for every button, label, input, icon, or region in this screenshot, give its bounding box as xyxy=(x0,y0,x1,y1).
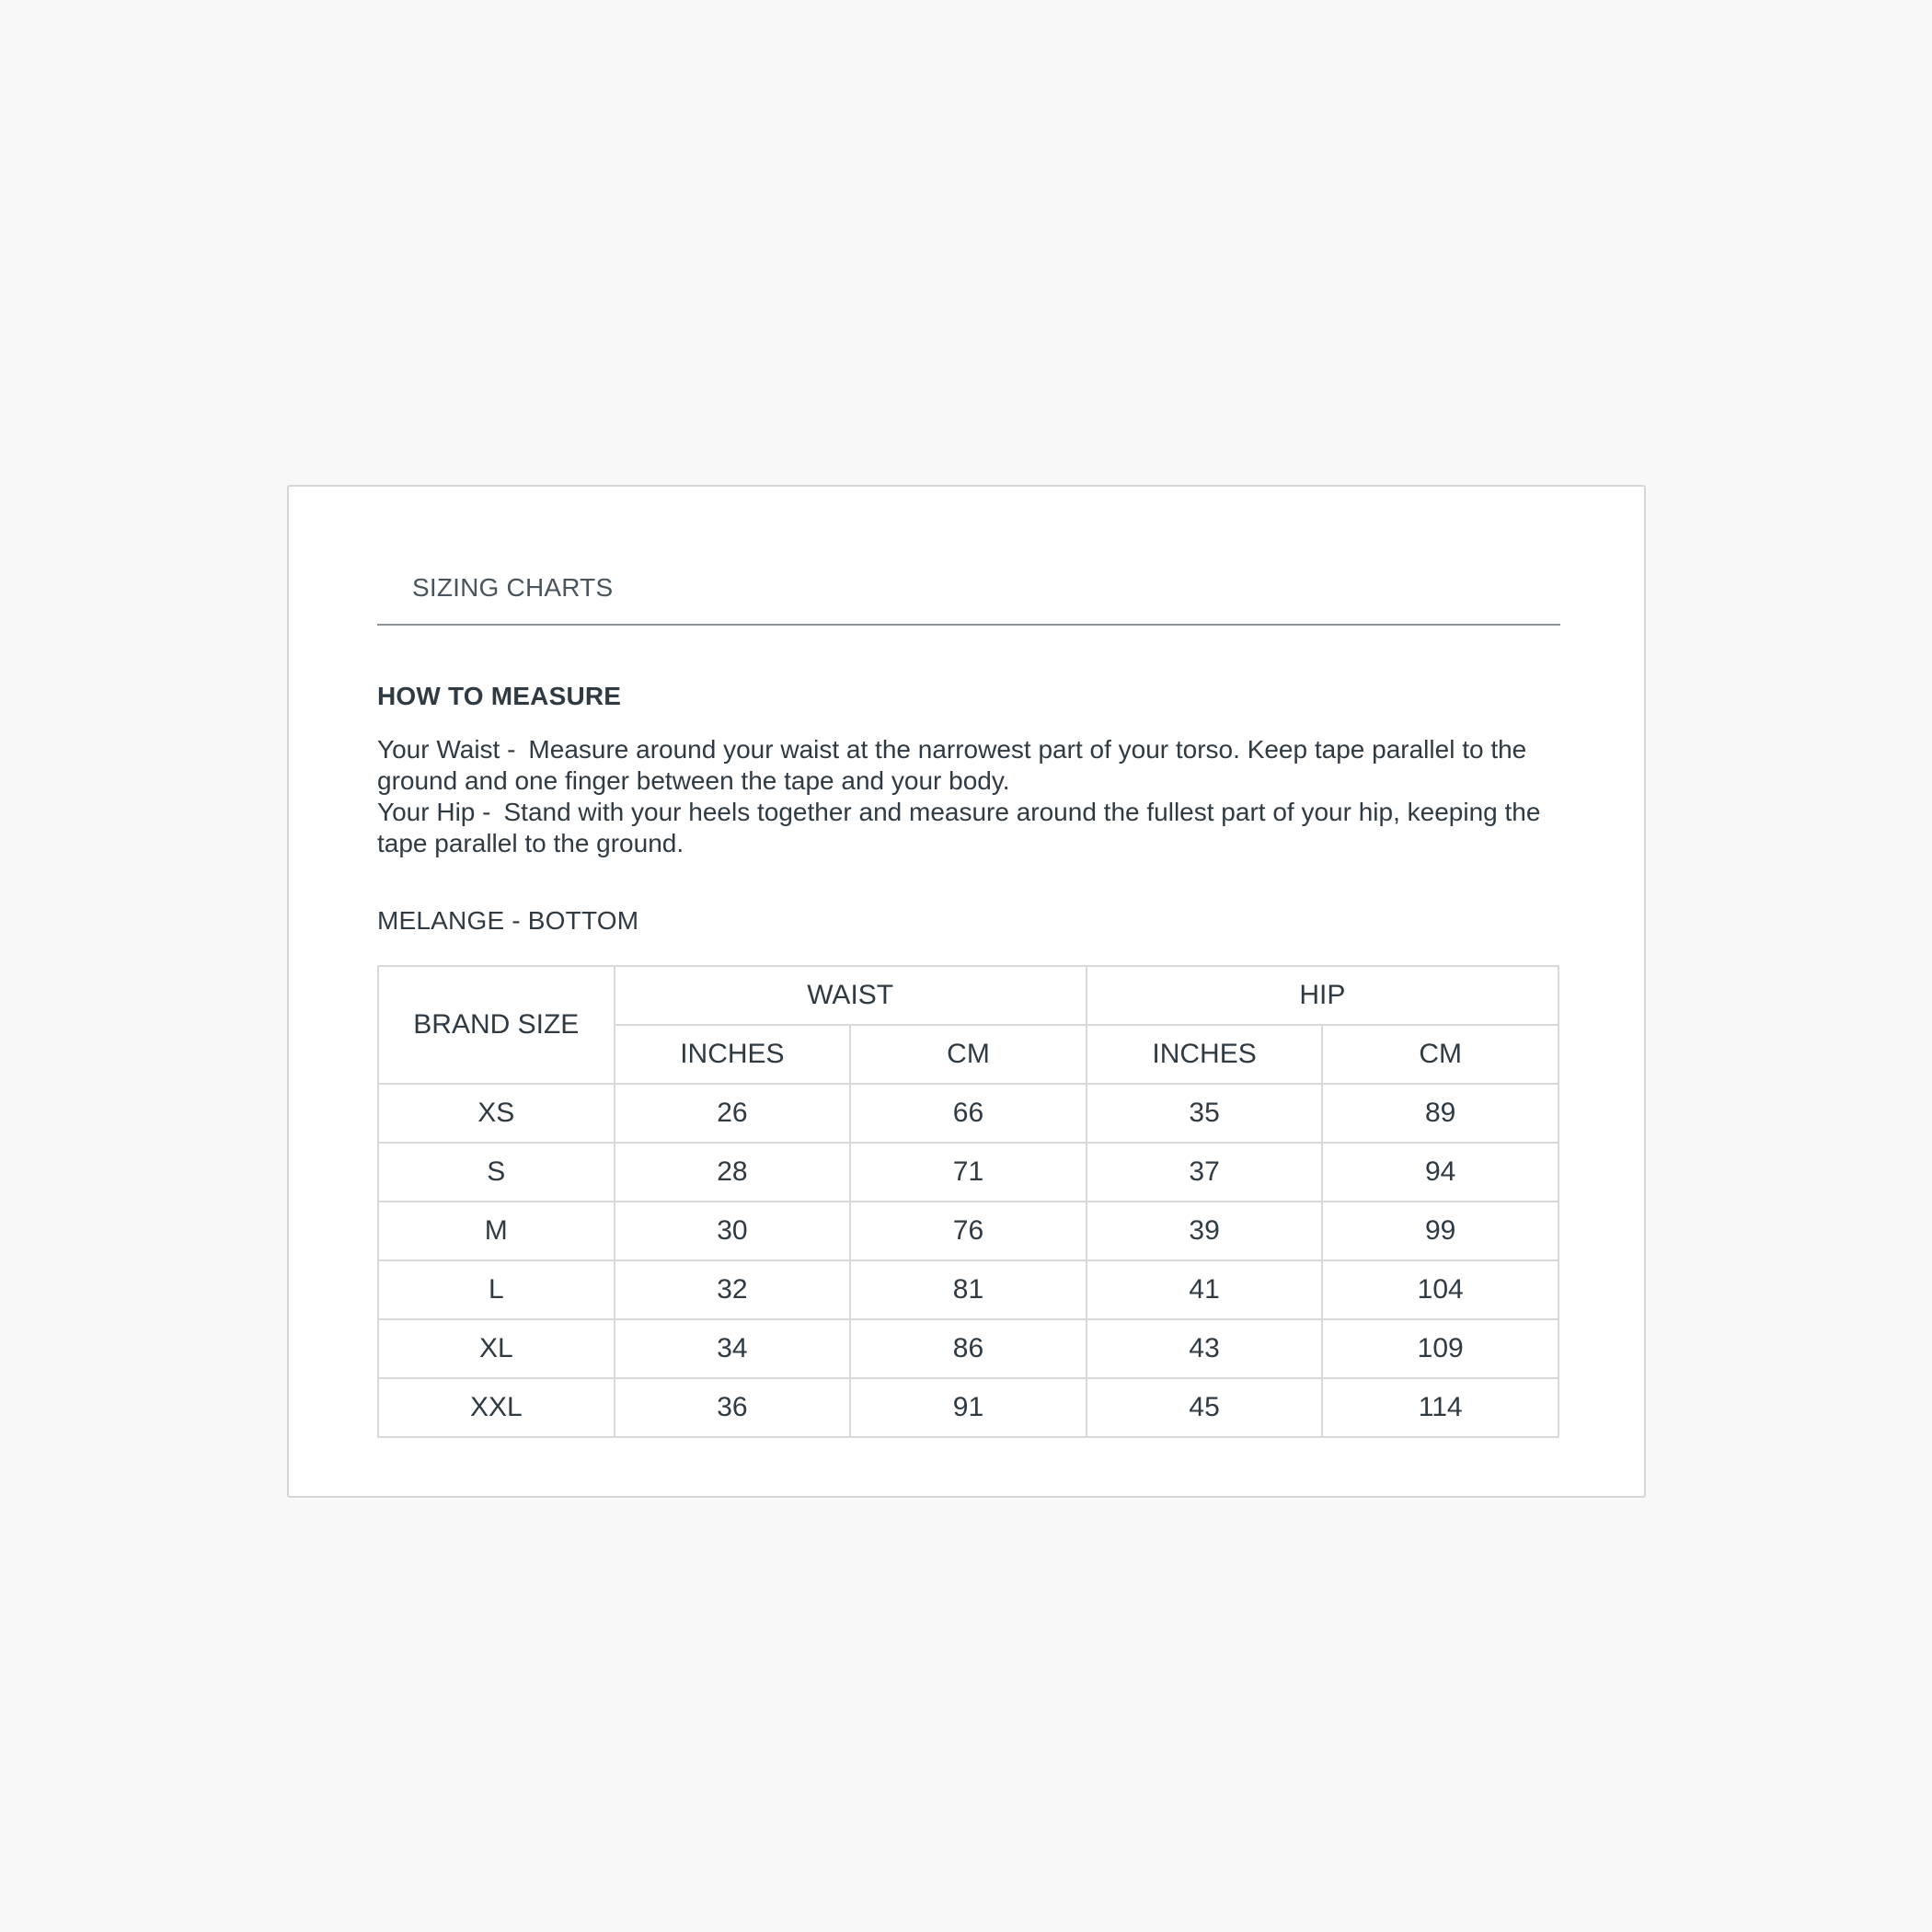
table-body xyxy=(378,1084,1558,1437)
waist-cm-cell: 91 xyxy=(850,1378,1087,1437)
hip-inches-cell: 43 xyxy=(1087,1319,1323,1378)
how-to-measure-heading: HOW TO MEASURE xyxy=(377,682,622,710)
tab-sizing-charts[interactable]: SIZING CHARTS xyxy=(412,573,614,602)
waist-inches-cell: 32 xyxy=(615,1260,851,1319)
hip-cm-cell: 114 xyxy=(1322,1378,1558,1437)
hip-header: HIP xyxy=(1087,966,1558,1025)
tab-divider xyxy=(377,624,1560,626)
waist-instruction xyxy=(377,734,1564,797)
waist-inches-cell: 30 xyxy=(615,1202,851,1260)
hip-cm-header: CM xyxy=(1322,1025,1558,1084)
waist-inches-cell: 36 xyxy=(615,1378,851,1437)
waist-cm-cell: 86 xyxy=(850,1319,1087,1378)
waist-inches-cell: 28 xyxy=(615,1143,851,1202)
brand-size-cell: XS xyxy=(378,1084,615,1143)
waist-cm-cell: 81 xyxy=(850,1260,1087,1319)
hip-inches-cell: 45 xyxy=(1087,1378,1323,1437)
waist-cm-cell: 66 xyxy=(850,1084,1087,1143)
waist-label: Your Waist - xyxy=(377,735,516,764)
size-table xyxy=(377,965,1559,1438)
hip-inches-cell: 39 xyxy=(1087,1202,1323,1260)
waist-text: Measure around your waist at the narrowest part of your torso. Keep tape parallel to the ground and one finger between the tape and your body. xyxy=(377,735,1527,795)
hip-instruction xyxy=(377,797,1564,859)
hip-cm-cell: 109 xyxy=(1322,1319,1558,1378)
hip-text: Stand with your heels together and measure around the fullest part of your hip, keeping the tape parallel to the ground. xyxy=(377,798,1541,857)
hip-label: Your Hip - xyxy=(377,798,491,826)
waist-inches-cell: 26 xyxy=(615,1084,851,1143)
waist-header: WAIST xyxy=(615,966,1087,1025)
brand-size-cell: S xyxy=(378,1143,615,1202)
table-row xyxy=(378,1143,1558,1202)
hip-inches-header: INCHES xyxy=(1087,1025,1323,1084)
waist-inches-cell: 34 xyxy=(615,1319,851,1378)
hip-inches-cell: 37 xyxy=(1087,1143,1323,1202)
table-row xyxy=(378,1202,1558,1260)
waist-cm-cell: 76 xyxy=(850,1202,1087,1260)
table-row xyxy=(378,1260,1558,1319)
table-row xyxy=(378,1378,1558,1437)
measure-instructions xyxy=(377,734,1564,859)
waist-cm-cell: 71 xyxy=(850,1143,1087,1202)
hip-inches-cell: 35 xyxy=(1087,1084,1323,1143)
table-title: MELANGE - BOTTOM xyxy=(377,906,639,935)
brand-size-header: BRAND SIZE xyxy=(378,966,615,1084)
sizing-chart-card xyxy=(287,485,1646,1498)
brand-size-cell: L xyxy=(378,1260,615,1319)
brand-size-cell: M xyxy=(378,1202,615,1260)
hip-inches-cell: 41 xyxy=(1087,1260,1323,1319)
hip-cm-cell: 89 xyxy=(1322,1084,1558,1143)
table-row xyxy=(378,1084,1558,1143)
brand-size-cell: XXL xyxy=(378,1378,615,1437)
hip-cm-cell: 99 xyxy=(1322,1202,1558,1260)
table-row xyxy=(378,1319,1558,1378)
waist-inches-header: INCHES xyxy=(615,1025,851,1084)
waist-cm-header: CM xyxy=(850,1025,1087,1084)
hip-cm-cell: 104 xyxy=(1322,1260,1558,1319)
brand-size-cell: XL xyxy=(378,1319,615,1378)
group-header-row xyxy=(378,966,1558,1025)
hip-cm-cell: 94 xyxy=(1322,1143,1558,1202)
